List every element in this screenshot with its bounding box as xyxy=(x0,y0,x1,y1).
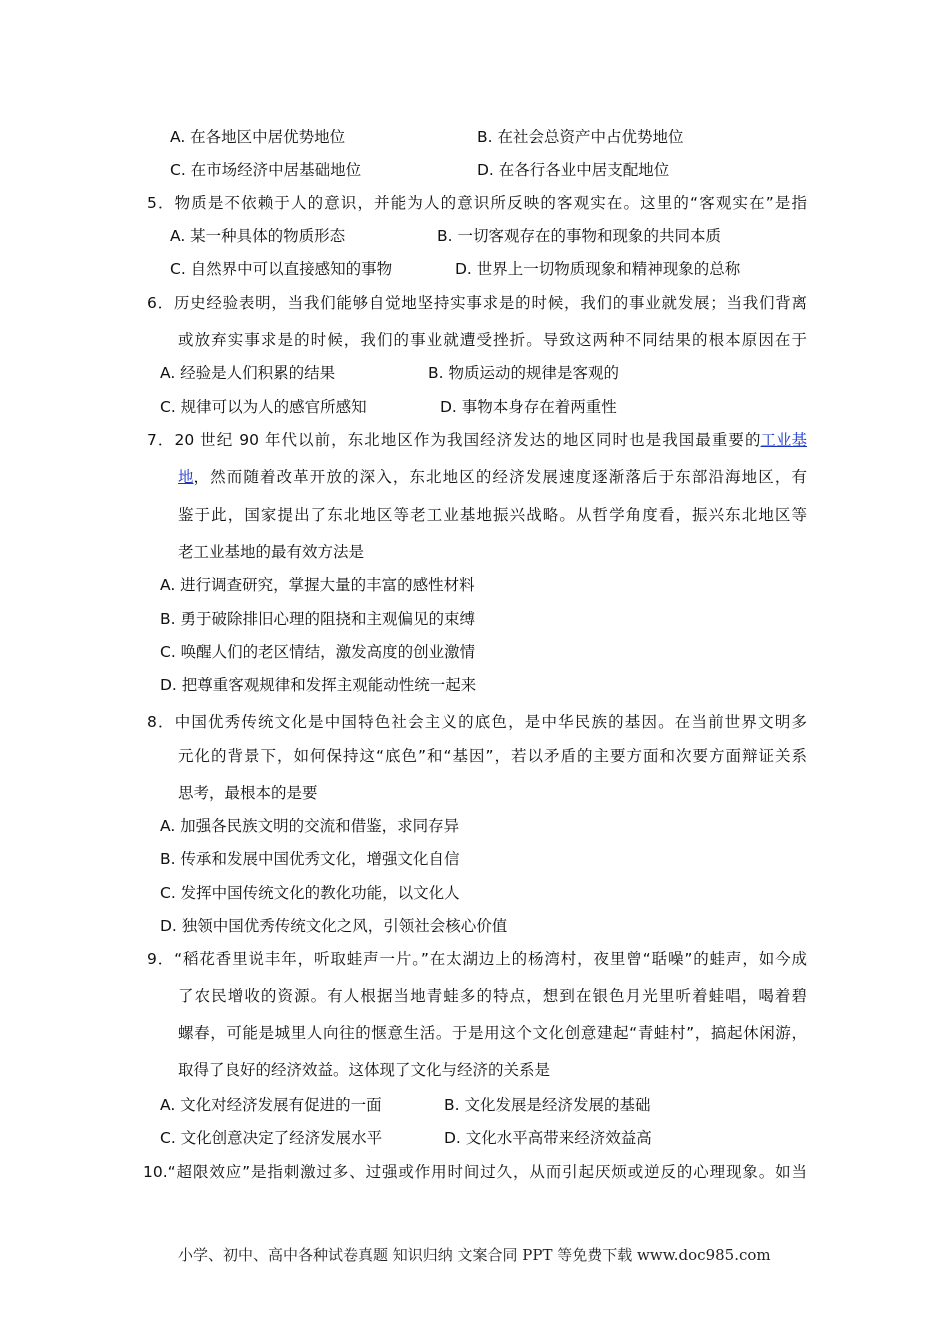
question-stem: 或放弃实事求是的时候，我们的事业就遭受挫折。导致这两种不同结果的根本原因在于 xyxy=(178,331,807,349)
option-a: A. 加强各民族文明的交流和借鉴，求同存异 xyxy=(160,817,460,835)
question-stem: 10.“超限效应”是指刺激过多、过强或作用时间过久，从而引起厌烦或逆反的心理现象。如当 xyxy=(143,1163,807,1181)
option-c: C. 唤醒人们的老区情结，激发高度的创业激情 xyxy=(160,643,476,661)
option-d: D. 在各行各业中居支配地位 xyxy=(477,161,670,179)
option-d: D. 把尊重客观规律和发挥主观能动性统一起来 xyxy=(160,676,477,694)
question-stem: 螺春，可能是城里人向往的惬意生活。于是用这个文化创意建起“青蛙村”，搞起休闲游， xyxy=(178,1024,807,1042)
option-d: D. 事物本身存在着两重性 xyxy=(440,398,617,416)
industrial-base-link[interactable]: 地 xyxy=(178,468,194,486)
option-b: B. 物质运动的规律是客观的 xyxy=(428,364,619,382)
option-a: A. 进行调查研究，掌握大量的丰富的感性材料 xyxy=(160,576,475,594)
option-c: C. 发挥中国传统文化的教化功能，以文化人 xyxy=(160,884,460,902)
question-stem: 8．中国优秀传统文化是中国特色社会主义的底色，是中华民族的基因。在当前世界文明多 xyxy=(147,713,807,731)
option-d: D. 世界上一切物质现象和精神现象的总称 xyxy=(455,260,741,278)
page-footer: 小学、初中、高中各种试卷真题 知识归纳 文案合同 PPT 等免费下载 www.doc985.com xyxy=(178,1246,771,1264)
question-stem: 5．物质是不依赖于人的意识，并能为人的意识所反映的客观实在。这里的“客观实在”是指 xyxy=(147,194,807,212)
option-a: A. 经验是人们积累的结果 xyxy=(160,364,336,382)
question-stem: 老工业基地的最有效方法是 xyxy=(178,543,365,561)
option-a: A. 文化对经济发展有促进的一面 xyxy=(160,1096,382,1114)
option-b: B. 在社会总资产中占优势地位 xyxy=(477,128,684,146)
option-d: D. 独领中国优秀传统文化之风，引领社会核心价值 xyxy=(160,917,508,935)
question-stem: 取得了良好的经济效益。这体现了文化与经济的关系是 xyxy=(178,1061,551,1079)
option-c: C. 文化创意决定了经济发展水平 xyxy=(160,1129,383,1147)
question-stem: 7．20 世纪 90 年代以前，东北地区作为我国经济发达的地区同时也是我国最重要的 xyxy=(147,431,761,449)
option-b: B. 文化发展是经济发展的基础 xyxy=(444,1096,651,1114)
question-stem: ，然而随着改革开放的深入，东北地区的经济发展速度逐渐落后于东部沿海地区，有 xyxy=(193,468,807,486)
option-c: C. 规律可以为人的感官所感知 xyxy=(160,398,367,416)
option-c: C. 自然界中可以直接感知的事物 xyxy=(170,260,393,278)
option-b: B. 一切客观存在的事物和现象的共同本质 xyxy=(437,227,721,245)
option-a: A. 某一种具体的物质形态 xyxy=(170,227,346,245)
industrial-base-link[interactable]: 工业基 xyxy=(760,431,807,449)
question-stem: 9．“稻花香里说丰年，听取蛙声一片。”在太湖边上的杨湾村，夜里曾“聒噪”的蛙声，如今成 xyxy=(147,950,807,968)
option-a: A. 在各地区中居优势地位 xyxy=(170,128,346,146)
question-stem: 鉴于此，国家提出了东北地区等老工业基地振兴战略。从哲学角度看，振兴东北地区等 xyxy=(178,506,807,524)
question-stem: 元化的背景下，如何保持这“底色”和“基因”，若以矛盾的主要方面和次要方面辩证关系 xyxy=(178,747,807,765)
question-stem: 思考，最根本的是要 xyxy=(178,784,318,802)
option-b: B. 勇于破除排旧心理的阻挠和主观偏见的束缚 xyxy=(160,610,475,628)
question-stem: 6．历史经验表明，当我们能够自觉地坚持实事求是的时候，我们的事业就发展；当我们背离 xyxy=(147,294,807,312)
option-d: D. 文化水平高带来经济效益高 xyxy=(444,1129,652,1147)
option-b: B. 传承和发展中国优秀文化，增强文化自信 xyxy=(160,850,460,868)
option-c: C. 在市场经济中居基础地位 xyxy=(170,161,362,179)
question-stem: 了农民增收的资源。有人根据当地青蛙多的特点，想到在银色月光里听着蛙唱，喝着碧 xyxy=(178,987,807,1005)
